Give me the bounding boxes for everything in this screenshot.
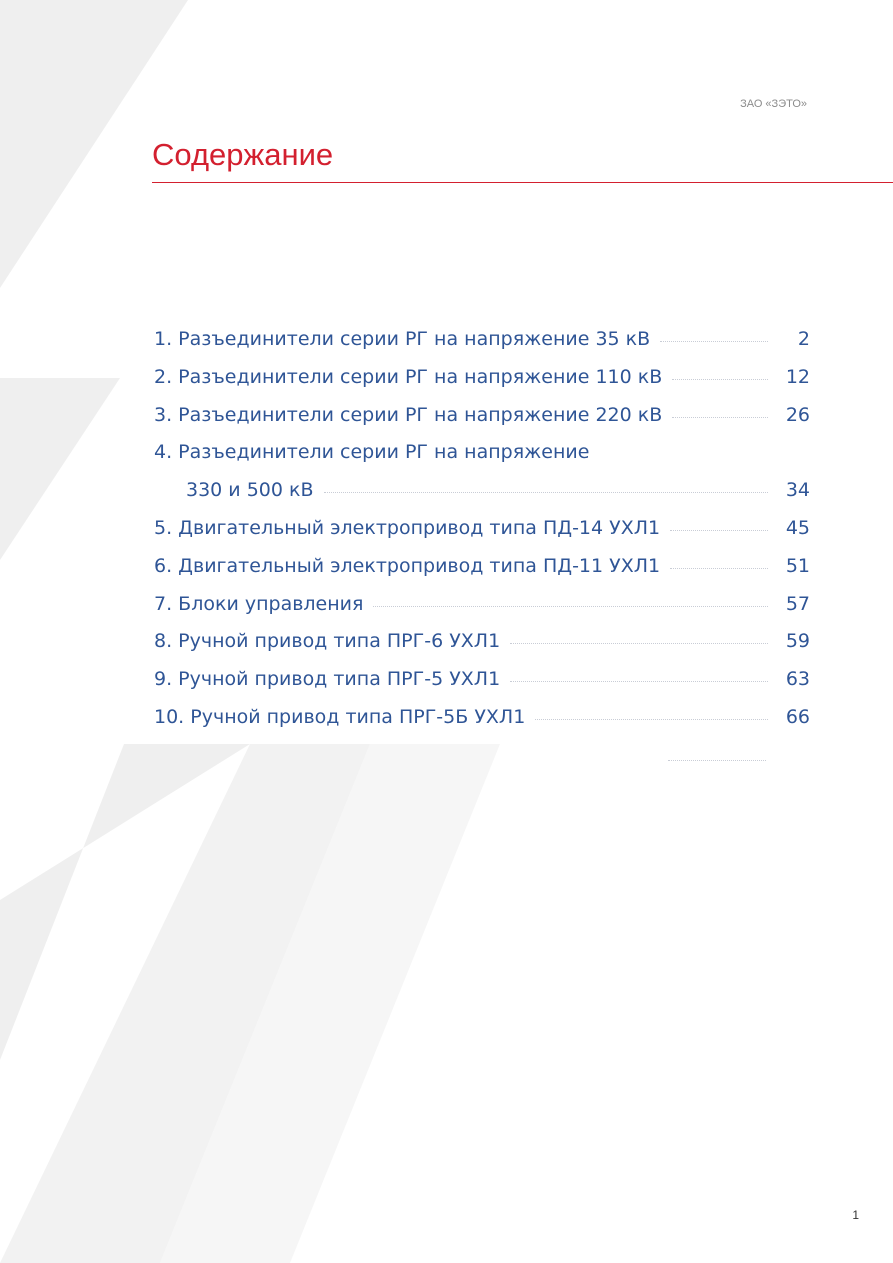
page-title: Содержание [152,137,334,172]
page-number: 1 [852,1208,859,1222]
toc-leader [672,417,768,418]
toc-leader [373,606,768,607]
toc-page-number: 34 [785,479,810,502]
toc-number: 1. [154,328,179,350]
toc-page-number: 57 [785,592,810,615]
toc-item-1[interactable] [154,321,810,359]
toc-title: Двигательный электропривод типа ПД-11 УХЛ1 [178,554,661,577]
toc-page-number: 63 [785,668,810,691]
toc-title: Разъединители серии РГ на напряжение [178,441,590,464]
toc-page-number: 12 [785,365,810,388]
toc-title-continuation: 330 и 500 кВ [186,479,314,502]
toc-leader [324,492,768,493]
toc-page-number: 26 [785,403,810,426]
toc-title: Разъединители серии РГ на напряжение 220 кВ [178,403,663,426]
toc-number: 2. [154,365,179,388]
toc-item-3[interactable] [154,397,810,435]
toc-page-number: 66 [785,705,810,728]
toc-number: 8. [154,630,179,653]
toc-leader [672,379,768,380]
toc-title: Ручной привод типа ПРГ-5 УХЛ1 [178,668,501,691]
toc-item-8[interactable] [154,623,810,661]
title-divider [152,182,893,183]
toc-leader [510,643,768,644]
toc-leader [670,568,768,569]
decorative-leader [668,760,766,761]
toc-title: Двигательный электропривод типа ПД-14 УХЛ1 [178,516,661,539]
toc-page-number: 45 [785,516,810,539]
toc-item-9[interactable] [154,661,810,699]
toc-number: 6. [154,554,179,577]
toc-item-4[interactable] [154,434,810,510]
toc-leader [535,719,768,720]
toc-page-number: 59 [785,630,810,653]
toc-number: 3. [154,403,179,426]
table-of-contents [154,321,810,737]
company-name: ЗАО «ЗЭТО» [740,98,807,110]
toc-leader [670,530,768,531]
toc-number: 9. [154,668,179,691]
toc-item-7[interactable] [154,586,810,624]
toc-item-6[interactable] [154,548,810,586]
toc-number: 10. [154,705,191,728]
toc-title: Блоки управления [178,592,364,615]
toc-number: 7. [154,592,179,615]
toc-page-number: 2 [797,328,810,350]
toc-title: Разъединители серии РГ на напряжение 110 кВ [178,365,663,388]
toc-title: Ручной привод типа ПРГ-6 УХЛ1 [178,630,501,653]
toc-leader [660,341,768,342]
toc-leader [510,681,768,682]
toc-item-2[interactable] [154,359,810,397]
toc-number: 4. [154,441,179,464]
toc-title: Ручной привод типа ПРГ-5Б УХЛ1 [190,705,526,728]
toc-page-number: 51 [785,554,810,577]
toc-title: Разъединители серии РГ на напряжение 35 кВ [178,328,651,350]
toc-item-5[interactable] [154,510,810,548]
toc-item-10[interactable] [154,699,810,737]
toc-number: 5. [154,516,179,539]
